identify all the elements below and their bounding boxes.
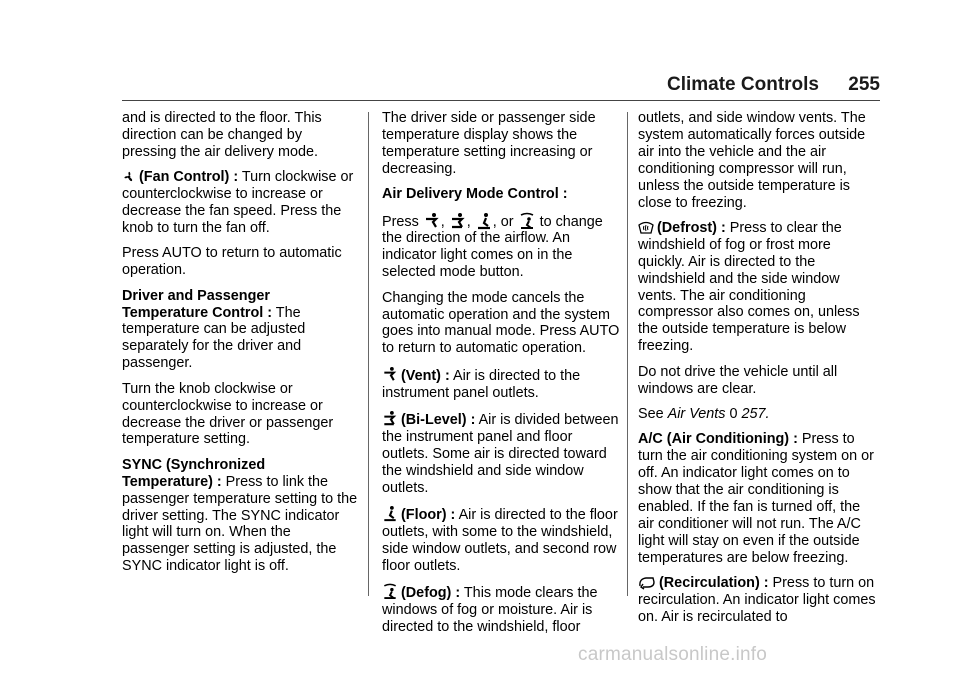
paragraph: The driver side or passenger side temperature display shows the temperature setting increasing or decreasing. <box>382 110 596 177</box>
defog-icon <box>382 583 398 600</box>
ac-text: Press to turn the air conditioning system on or off. An indicator light comes on to show that the air conditioning is enabled. If the fan is turned off, the air conditioner will not run. The A/C light will stay on even if the outside temperatures are below freezing. <box>638 431 874 566</box>
ac-paragraph <box>638 431 876 566</box>
defog-text: This mode clears the windows of fog or moisture. Air is directed to the windshield, floor <box>382 585 598 636</box>
recirculation-paragraph <box>638 575 876 626</box>
air-delivery-paragraph: Press , , , or to change the direction of the airflow. An indicator light comes on in the selected mode button. <box>382 213 603 281</box>
floor-paragraph <box>382 505 620 575</box>
vent-text: Air is directed to the instrument panel outlets. <box>382 367 581 401</box>
sync-label: SYNC (Synchronized Temperature) : <box>122 456 266 490</box>
fan-control-label: (Fan Control) : <box>139 169 239 186</box>
recirculation-text: Press to turn on recirculation. An indicator light comes on. Air is recirculated to <box>638 575 876 625</box>
defrost-paragraph <box>638 220 876 355</box>
air-vents-link[interactable]: Air Vents <box>667 406 726 422</box>
page-number: 255 <box>848 74 880 95</box>
temperature-control-label: Driver and Passenger Temperature Control : <box>122 287 273 321</box>
fan-control-paragraph <box>122 169 360 237</box>
column-2 <box>382 110 620 644</box>
paragraph: Changing the mode cancels the automatic operation and the system goes into manual mode. Press AUTO to return to automatic operation. <box>382 289 620 357</box>
recirculation-icon <box>638 576 656 590</box>
vent-label: (Vent) : <box>401 367 450 384</box>
press-word: Press <box>382 213 419 230</box>
defrost-icon <box>638 220 654 235</box>
bi-level-text: Air is divided between the instrument panel and floor outlets. Some air is directed toward the windshield and side window outlets. <box>382 412 619 496</box>
page-ref-number: 257. <box>741 406 770 422</box>
defrost-label: (Defrost) : <box>657 219 726 236</box>
floor-label: (Floor) : <box>401 507 456 524</box>
watermark: carmanualsonline.info <box>578 644 768 665</box>
fan-control-text: Turn clockwise or counterclockwise to increase or decrease the fan speed. Press the knob to turn the fan off. <box>122 169 354 236</box>
paragraph: Turn the knob clockwise or counterclockwise to increase or decrease the driver or passenger temperature setting. <box>122 380 334 448</box>
floor-text: Air is directed to the floor outlets, with some to the windshield, side window outlets, and second row floor outlets. <box>382 507 618 574</box>
vent-icon <box>382 366 398 383</box>
bi-level-paragraph <box>382 410 620 497</box>
defrost-text: Press to clear the windshield of fog or frost more quickly. Air is directed to the windshield and the side window vents. The air conditioning compressor also comes on, unless the outside temperature is below freezing. <box>638 219 860 355</box>
temperature-control-text: The temperature can be adjusted separately for the driver and passenger. <box>122 304 306 372</box>
paragraph: and is directed to the floor. This direction can be changed by pressing the air delivery mode. <box>122 110 322 160</box>
paragraph: Press AUTO to return to automatic operation. <box>122 245 342 279</box>
column-3 <box>638 110 876 634</box>
section-title: Climate Controls <box>666 74 820 95</box>
floor-icon <box>382 505 398 522</box>
fan-icon <box>122 170 136 184</box>
defog-label: (Defog) : <box>401 585 461 602</box>
recirculation-label: (Recirculation) : <box>659 575 769 592</box>
defog-paragraph <box>382 583 620 636</box>
page-header <box>667 74 880 96</box>
column-divider-2 <box>627 112 628 596</box>
ac-label: A/C (Air Conditioning) : <box>638 431 798 448</box>
bi-level-label: (Bi-Level) : <box>401 412 476 429</box>
floor-mode-icon <box>476 212 492 230</box>
see-reference: See Air Vents 0 257. <box>638 406 770 422</box>
column-1 <box>122 110 360 584</box>
defog-mode-icon <box>519 212 535 230</box>
sync-text: Press to link the passenger temperature setting to the driver setting. The SYNC indicator light will turn on. When the passenger setting is adjusted, the SYNC indicator light is off. <box>122 473 358 575</box>
paragraph: outlets, and side window vents. The system automatically forces outside air into the vehicle and the air conditioning compressor will run, unless the outside temperature is close to freezing. <box>638 110 866 211</box>
bi-level-icon <box>382 410 398 427</box>
vent-paragraph <box>382 366 620 402</box>
air-delivery-text: to change the direction of the airflow. An indicator light comes on in the selected mode button. <box>382 213 603 281</box>
paragraph: Do not drive the vehicle until all windows are clear. <box>638 363 838 397</box>
air-delivery-heading: Air Delivery Mode Control : <box>382 186 568 203</box>
sync-paragraph <box>122 457 360 575</box>
column-divider-1 <box>368 112 369 596</box>
header-rule <box>122 100 880 101</box>
vent-mode-icon <box>424 212 440 230</box>
page-ref-arrow: 0 <box>729 406 738 422</box>
bi-level-mode-icon <box>450 212 466 230</box>
temperature-control-paragraph <box>122 288 360 373</box>
